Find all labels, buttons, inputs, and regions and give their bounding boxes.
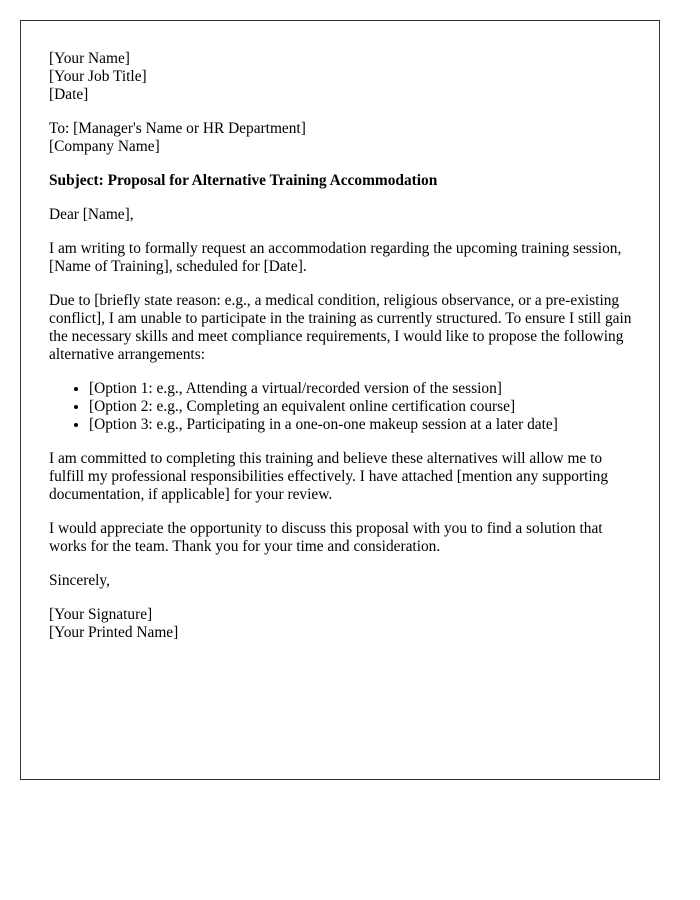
- salutation: Dear [Name],: [49, 206, 134, 223]
- closing: Sincerely,: [49, 572, 110, 589]
- sender-date: [Date]: [49, 86, 89, 103]
- printed-name: [Your Printed Name]: [49, 624, 179, 641]
- sender-name: [Your Name]: [49, 50, 130, 67]
- list-item-option-3: • [Option 3: e.g., Participating in a one-on-one makeup session at a later date]: [89, 416, 639, 434]
- letter-body: [49, 50, 639, 658]
- recipient-block: [49, 120, 639, 156]
- letter-frame: [20, 20, 660, 780]
- subject-line: Subject: Proposal for Alternative Training Accommodation: [49, 172, 438, 189]
- signature-line: [Your Signature]: [49, 606, 153, 623]
- sender-block: [49, 50, 639, 104]
- list-item-option-2: • [Option 2: e.g., Completing an equivalent online certification course]: [89, 398, 639, 416]
- paragraph-intro: I am writing to formally request an accommodation regarding the upcoming training session, [Name of Training], scheduled for [Date].: [49, 240, 622, 275]
- paragraph-commitment: I am committed to completing this training and believe these alternatives will allow me to fulfill my professional responsibilities effectively. I have attached [mention any supporting documentation, if applicable] for your review.: [49, 450, 609, 503]
- recipient-to-line: To: [Manager's Name or HR Department]: [49, 120, 306, 137]
- paragraph-closing-request: I would appreciate the opportunity to discuss this proposal with you to find a solution that works for the team. Thank you for your time and consideration.: [49, 520, 603, 555]
- sender-job-title: [Your Job Title]: [49, 68, 147, 85]
- recipient-company: [Company Name]: [49, 138, 160, 155]
- signature-block: [49, 606, 639, 642]
- options-list: [49, 380, 639, 434]
- list-item-option-1: • [Option 1: e.g., Attending a virtual/recorded version of the session]: [89, 380, 639, 398]
- paragraph-reason: Due to [briefly state reason: e.g., a medical condition, religious observance, or a pre-existing conflict], I am unable to participate in the training as currently structured. To ensure I still gain the necessary skills and meet compliance requirements, I would like to propose the following alternative arrangements:: [49, 292, 632, 363]
